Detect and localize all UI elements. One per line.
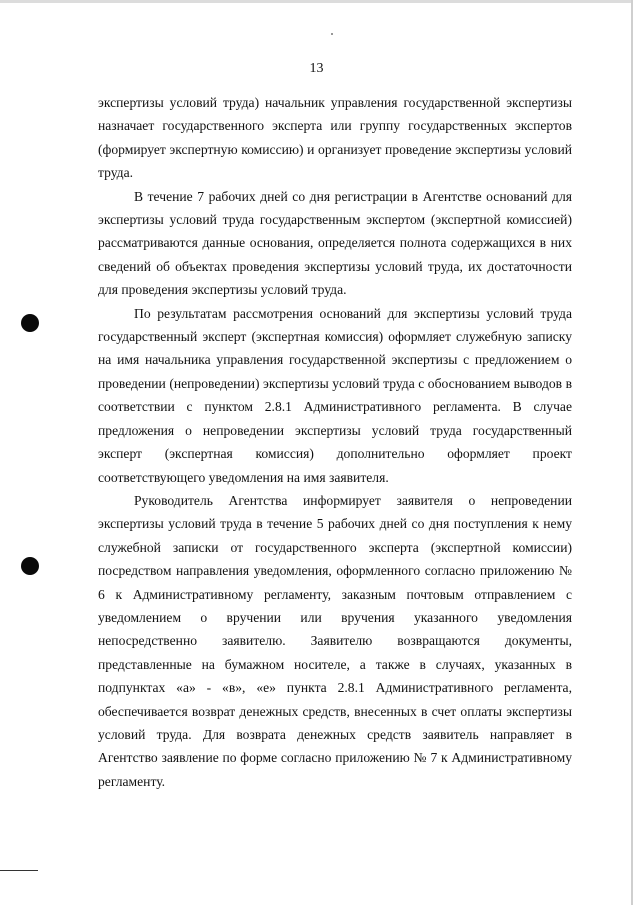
body-text [98,91,572,793]
binder-hole-lower [21,557,39,575]
binder-hole-upper [21,314,39,332]
paragraph-service-note: По результатам рассмотрения оснований для экспертизы условий труда государственный эксперт (экспертная комиссия) оформляет служебную записку на имя начальника управления государственной экспертизы с предложением о проведении (непроведении) экспертизы условий труда с обоснованием выводов в соответствии с пунктом 2.8.1 Административного регламента. В случае предложения о непроведении экспертизы условий труда государственный эксперт (экспертная комиссия) дополнительно оформляет проект соответствующего уведомления на имя заявителя. [98,305,572,485]
scan-speck [331,33,333,35]
paragraph-review-period: В течение 7 рабочих дней со дня регистрации в Агентстве оснований для экспертизы условий труда государственным экспертом (экспертной комиссией) рассматриваются данные основания, определяется полнота содержащихся в них сведений об объектах проведения экспертизы условий труда, их достаточности для проведения экспертизы условий труда. [98,188,572,298]
page-number: 13 [309,61,324,76]
margin-line-mark [0,870,38,871]
page-top-edge [0,0,633,3]
paragraph-continuation: экспертизы условий труда) начальник управления государственной экспертизы назначает государственного эксперта или группу государственных экспертов (формирует экспертную комиссию) и организует проведение экспертизы условий труда. [98,95,572,181]
paragraph-notification: Руководитель Агентства информирует заявителя о непроведении экспертизы условий труда в течение 5 рабочих дней со дня поступления к нему служебной записки от государственного эксперта (экспертной комиссии) посредством направления уведомления, оформленного согласно приложению № 6 к Административному регламенту, заказным почтовым отправлением с уведомлением о вручении или вручения указанного уведомления непосредственно заявителю. Заявителю возвращаются документы, представленные на бумажном носителе, а также в случаях, указанных в подпунктах «а» - «в», «е» пункта 2.8.1 Административного регламента, обеспечивается возврат денежных средств, внесенных в счет оплаты экспертизы условий труда. Для возврата денежных средств заявитель направляет в Агентство заявление по форме согласно приложению № 7 к Административному регламенту. [98,492,572,789]
